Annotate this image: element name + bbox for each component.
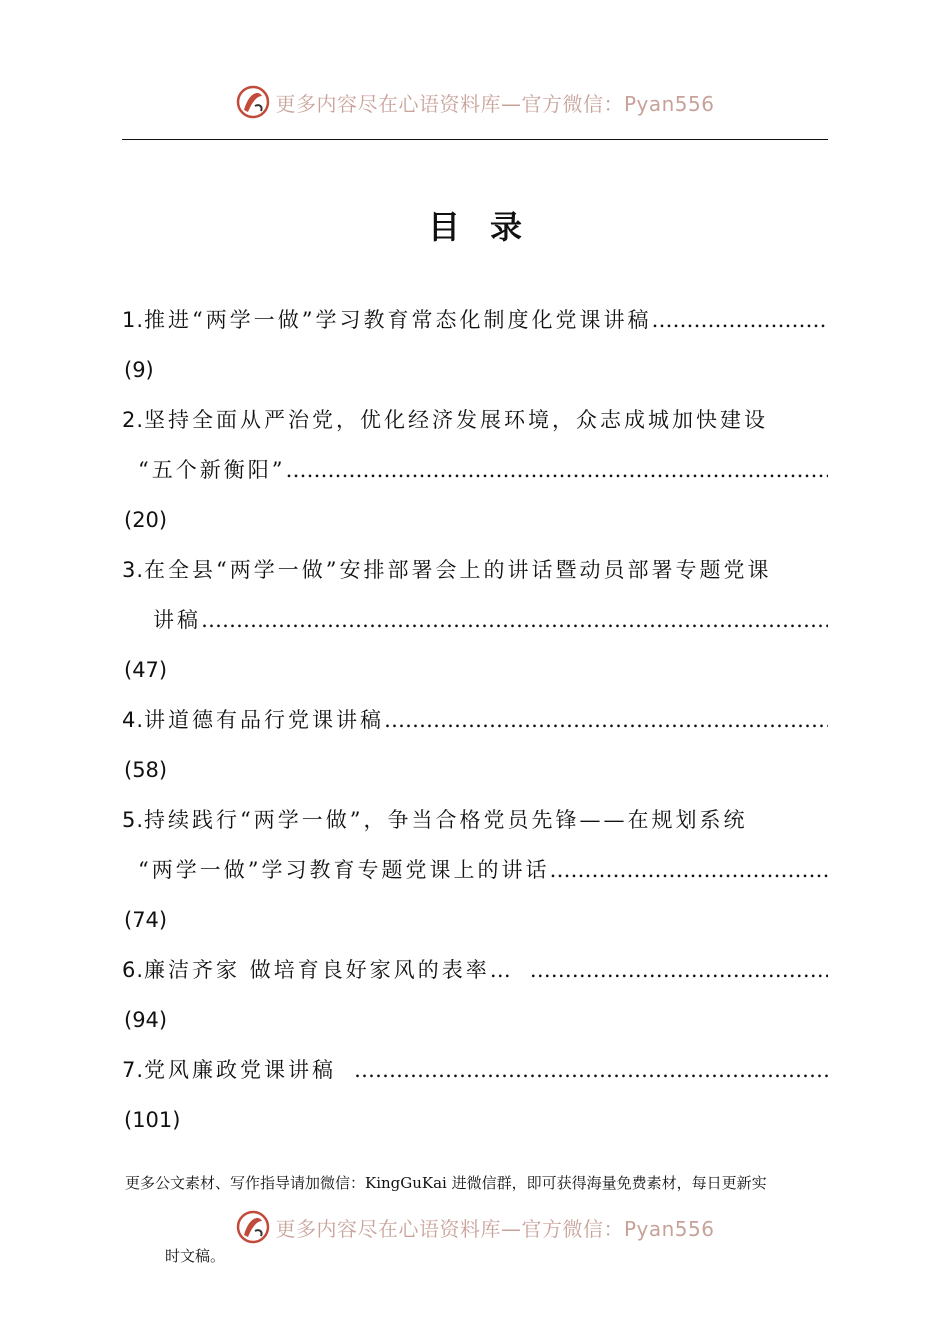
toc-leader-dots (201, 605, 828, 635)
header-banner-text: 更多内容尽在心语资料库—官方微信：Pyan556 (275, 91, 715, 116)
toc-item-1[interactable] (122, 305, 828, 335)
toc-item-title-cont: 讲稿 (153, 608, 201, 632)
toc-item-text (122, 1055, 354, 1085)
toc-leader-dots (549, 855, 828, 885)
toc-page-number: (74) (124, 908, 168, 932)
toc-item-title: 推进“两学一做”学习教育常态化制度化党课讲稿 (144, 308, 652, 332)
footer-banner (0, 1209, 950, 1245)
toc-item-title: 在全县“两学一做”安排部署会上的讲话暨动员部署专题党课 (144, 558, 772, 582)
toc-page-number: (47) (124, 658, 168, 682)
toc-item-number: 7. (122, 1058, 145, 1082)
brand-logo-icon (235, 1209, 271, 1245)
toc-page-number: (9) (124, 358, 154, 382)
toc-item-2[interactable] (122, 405, 768, 435)
toc-page-number: (20) (124, 508, 168, 532)
toc-item-number: 4. (122, 708, 145, 732)
footer-banner-text: 更多内容尽在心语资料库—官方微信：Pyan556 (275, 1216, 715, 1241)
toc-leader-dots (652, 305, 828, 335)
toc-item-5-cont[interactable] (138, 855, 828, 885)
toc-item-7[interactable] (122, 1055, 828, 1085)
toc-page-number: (94) (124, 1008, 168, 1032)
toc-item-3-cont[interactable] (153, 605, 828, 635)
toc-item-number: 5. (122, 808, 145, 832)
toc-leader-dots (384, 705, 828, 735)
toc-item-text (122, 705, 384, 735)
toc-item-number: 1. (122, 308, 145, 332)
toc-item-title-cont: “五个新衡阳” (138, 458, 286, 482)
toc-item-6[interactable] (122, 955, 828, 985)
toc-leader-dots (285, 455, 828, 485)
toc-item-title: 讲道德有品行党课讲稿 (144, 708, 385, 732)
toc-item-text (122, 305, 652, 335)
toc-item-title-cont: “两学一做”学习教育专题党课上的讲话 (138, 858, 550, 882)
toc-leader-dots (354, 1055, 828, 1085)
toc-item-4[interactable] (122, 705, 828, 735)
toc-item-2-cont[interactable] (138, 455, 828, 485)
toc-item-number: 2. (122, 408, 145, 432)
toc-leader-dots (530, 955, 828, 985)
page-title: 目录 (427, 208, 552, 246)
toc-item-title: 党风廉政党课讲稿 (144, 1058, 337, 1082)
toc-item-number: 3. (122, 558, 145, 582)
toc-item-title: 廉洁齐家 做培育良好家风的表率… (144, 958, 514, 982)
header-divider (122, 139, 828, 140)
footer-note: 更多公文素材、写作指导请加微信：KingGuKai 进微信群，即可获得海量免费素材，每日更新实 (125, 1174, 767, 1192)
footer-note-cont: 时文稿。 (165, 1247, 226, 1265)
toc-item-title: 坚持全面从严治党，优化经济发展环境，众志成城加快建设 (144, 408, 769, 432)
toc-item-5[interactable] (122, 805, 748, 835)
toc-page-number: (101) (124, 1108, 181, 1132)
toc-item-number: 6. (122, 958, 145, 982)
brand-logo-icon (235, 84, 271, 120)
toc-page-number: (58) (124, 758, 168, 782)
toc-item-3[interactable] (122, 555, 772, 585)
toc-item-title: 持续践行“两学一做”，争当合格党员先锋——在规划系统 (144, 808, 748, 832)
header-banner (0, 84, 950, 120)
toc-item-text (122, 955, 530, 985)
